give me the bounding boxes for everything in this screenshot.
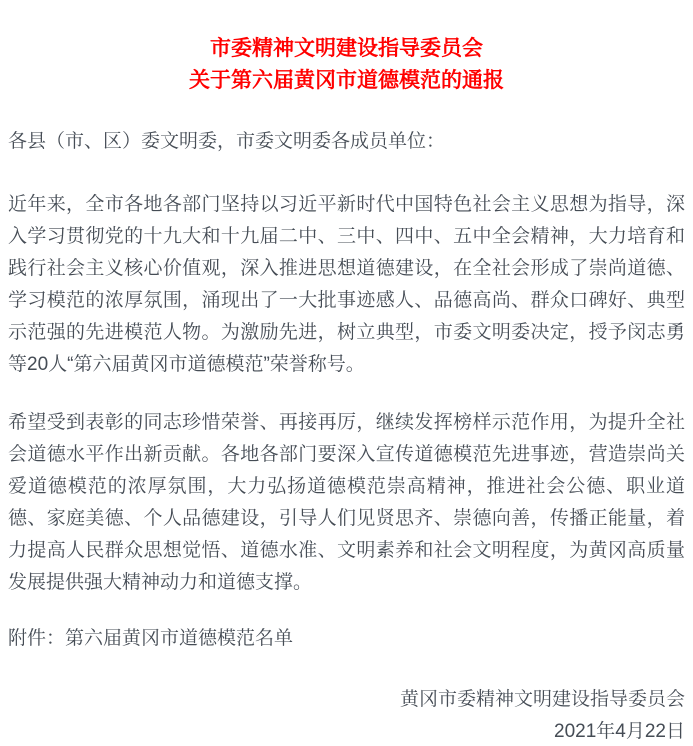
signature-org: 黄冈市委精神文明建设指导委员会 xyxy=(399,689,685,710)
title-line-2: 关于第六届黄冈市道德模范的通报 xyxy=(189,69,504,92)
salutation: 各县（市、区）委文明委，市委文明委各成员单位： xyxy=(8,131,446,152)
paragraph-1: 近年来，全市各地各部门坚持以习近平新时代中国特色社会主义思想为指导，深入学习贯彻党的十九大和十九届二中、三中、四中、五中全会精神，大力培育和践行社会主义核心价值观，深入推进思想道德建设，在全社会形成了崇尚道德、学习模范的浓厚氛围，涌现出了一大批事迹感人、品德高尚、群众口碑好、典型示范强的先进模范人物。为激励先进，树立典型，市委文明委决定，授予闵志勇等20人“第六届黄冈市道德模范”荣誉称号。 xyxy=(8,194,685,375)
title-line-1: 市委精神文明建设指导委员会 xyxy=(210,37,483,60)
document-title xyxy=(8,33,685,97)
attachment-note: 附件：第六届黄冈市道德模范名单 xyxy=(8,628,294,649)
signature-block xyxy=(8,684,685,746)
signature-date: 2021年4月22日 xyxy=(554,721,685,742)
paragraph-2: 希望受到表彰的同志珍惜荣誉、再接再厉，继续发挥榜样示范作用，为提升全社会道德水平作出新贡献。各地各部门要深入宣传道德模范先进事迹，营造崇尚关爱道德模范的浓厚氛围，大力弘扬道德模范崇高精神，推进社会公德、职业道德、家庭美德、个人品德建设，引导人们见贤思齐、崇德向善，传播正能量，着力提高人民群众思想觉悟、道德水准、文明素养和社会文明程度，为黄冈高质量发展提供强大精神动力和道德支撑。 xyxy=(8,412,685,593)
